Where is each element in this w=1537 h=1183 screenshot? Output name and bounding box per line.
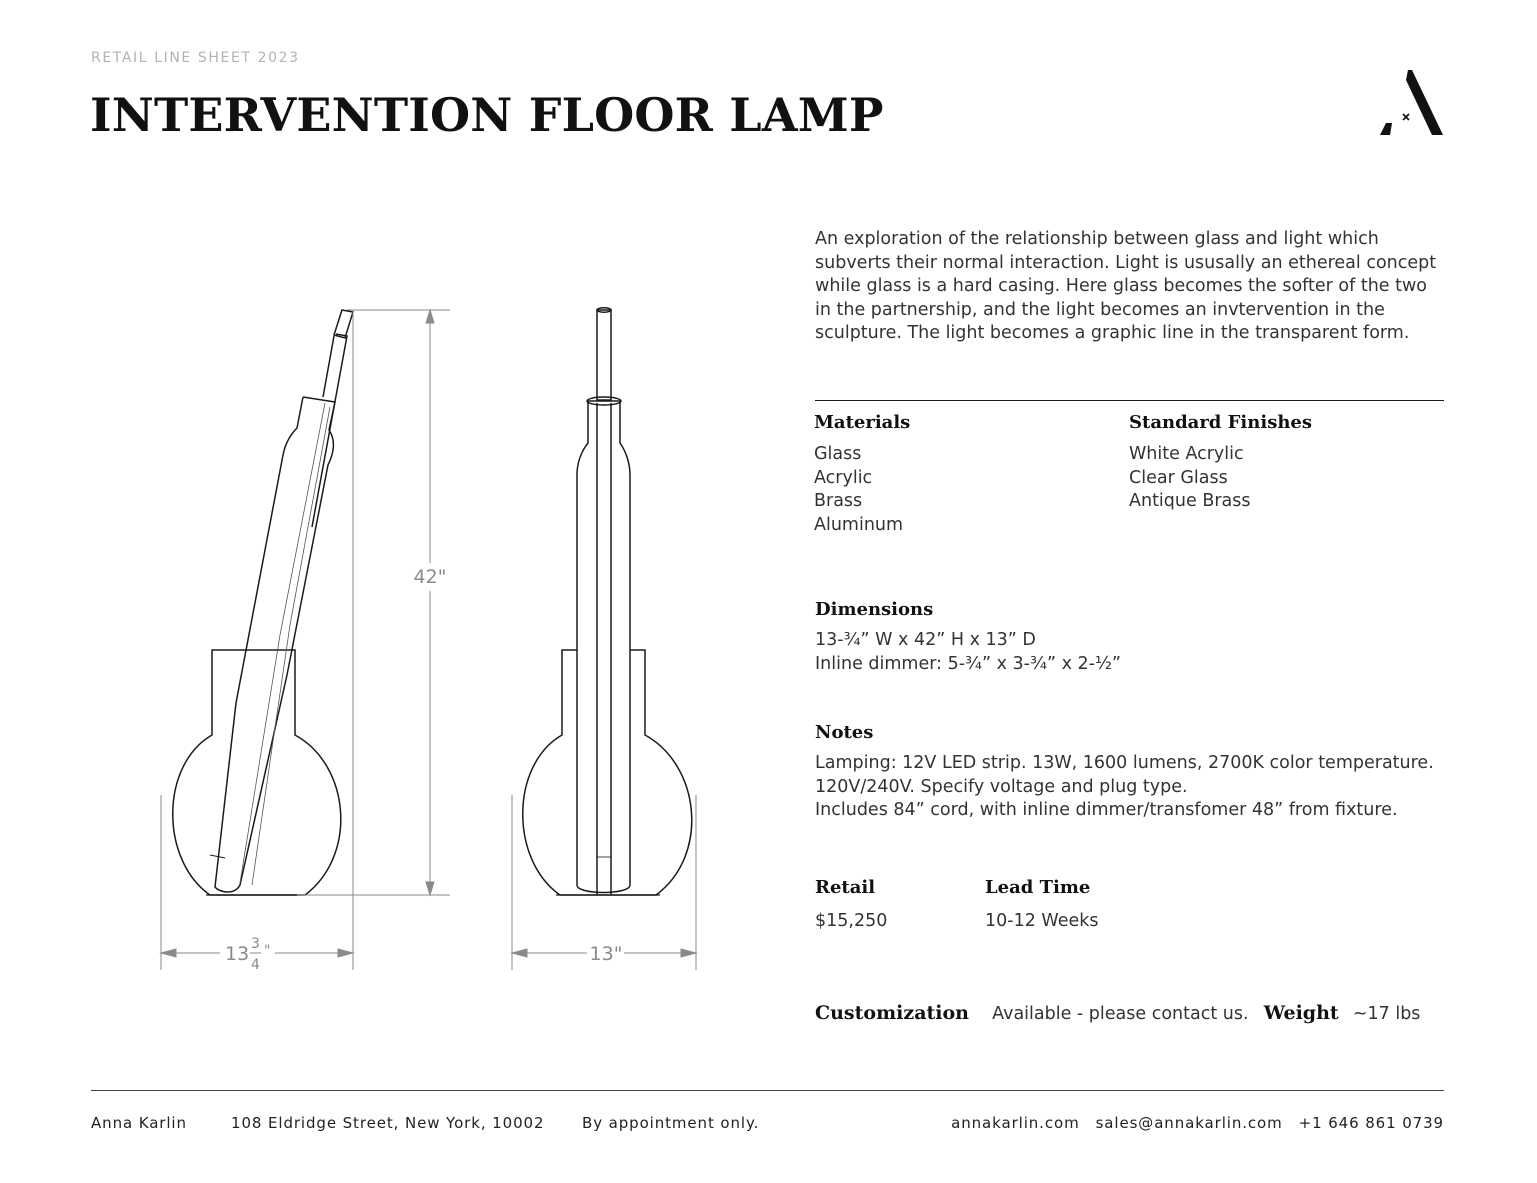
- line-sheet-kicker: RETAIL LINE SHEET 2023: [91, 50, 300, 66]
- customization-value: Available - please contact us.: [992, 1004, 1249, 1024]
- finishes-item: Clear Glass: [1129, 467, 1228, 488]
- footer-email-link[interactable]: sales@annakarlin.com: [1095, 1114, 1283, 1132]
- svg-text:": ": [264, 943, 271, 959]
- lead-time-section: [985, 877, 1185, 931]
- materials-item: Acrylic: [814, 467, 873, 488]
- footer-appointment: By appointment only.: [582, 1114, 760, 1132]
- customization-row: [815, 1002, 1420, 1024]
- product-description: An exploration of the relationship between glass and light which subverts their normal interaction. Light is ususally an ethereal concept while glass is a hard casing. Here glass becomes the softer of the two in the partnership, and the light becomes an invtervention in the sculpture. The light becomes a graphic line in the transparent form.: [815, 229, 1437, 343]
- svg-text:13: 13: [225, 943, 250, 965]
- height-dimension-label: 42": [413, 566, 447, 588]
- footer-address: 108 Eldridge Street, New York, 10002: [231, 1114, 545, 1132]
- front-view-lamp: [523, 308, 692, 895]
- finishes-list: [1129, 443, 1429, 514]
- finishes-item: Antique Brass: [1129, 491, 1251, 511]
- footer-contact: [951, 1114, 1444, 1132]
- footer-website-link[interactable]: annakarlin.com: [951, 1114, 1080, 1132]
- retail-heading: Retail: [815, 877, 876, 898]
- materials-heading: Materials: [814, 412, 911, 433]
- footer-divider: [91, 1090, 1444, 1091]
- svg-text:4: 4: [251, 957, 260, 973]
- materials-item: Glass: [814, 444, 862, 464]
- dimensions-line: Inline dimmer: 5-¾” x 3-¾” x 2-½”: [815, 653, 1121, 674]
- retail-section: [815, 877, 975, 931]
- customization-heading: Customization: [815, 1002, 969, 1024]
- finishes-item: White Acrylic: [1129, 444, 1244, 464]
- dimensions-section: [815, 599, 1445, 676]
- finishes-heading: Standard Finishes: [1129, 412, 1312, 433]
- materials-item: Brass: [814, 491, 863, 511]
- notes-line: Lamping: 12V LED strip. 13W, 1600 lumens, 2700K color temperature.: [815, 753, 1434, 773]
- materials-item: Aluminum: [814, 514, 904, 535]
- footer-name: Anna Karlin: [91, 1114, 187, 1132]
- footer-phone[interactable]: +1 646 861 0739: [1298, 1114, 1444, 1132]
- dimensions-line: 13-¾” W x 42” H x 13” D: [815, 630, 1036, 650]
- anna-karlin-logo-icon: [1376, 68, 1446, 138]
- weight-heading: Weight: [1263, 1002, 1339, 1024]
- notes-line: 120V/240V. Specify voltage and plug type.: [815, 776, 1188, 797]
- retail-price: $15,250: [815, 911, 888, 931]
- section-divider: [815, 400, 1444, 401]
- finishes-section: [1129, 412, 1429, 514]
- page-title: INTERVENTION FLOOR LAMP: [90, 88, 884, 142]
- svg-text:3: 3: [251, 936, 260, 952]
- notes-section: [815, 722, 1445, 823]
- notes-heading: Notes: [815, 722, 874, 743]
- side-width-dimension-label: [225, 936, 270, 973]
- side-view-lamp: [173, 310, 353, 895]
- notes-line: Includes 84” cord, with inline dimmer/transfomer 48” from fixture.: [815, 800, 1398, 820]
- dimensions-heading: Dimensions: [815, 599, 934, 620]
- lead-time-value: 10-12 Weeks: [985, 911, 1099, 931]
- lead-time-heading: Lead Time: [985, 877, 1091, 898]
- front-width-dimension-label: 13": [589, 943, 623, 965]
- materials-section: [814, 412, 1114, 537]
- materials-list: [814, 443, 1114, 537]
- weight-value: ~17 lbs: [1352, 1004, 1421, 1024]
- lamp-technical-drawing: [140, 295, 720, 985]
